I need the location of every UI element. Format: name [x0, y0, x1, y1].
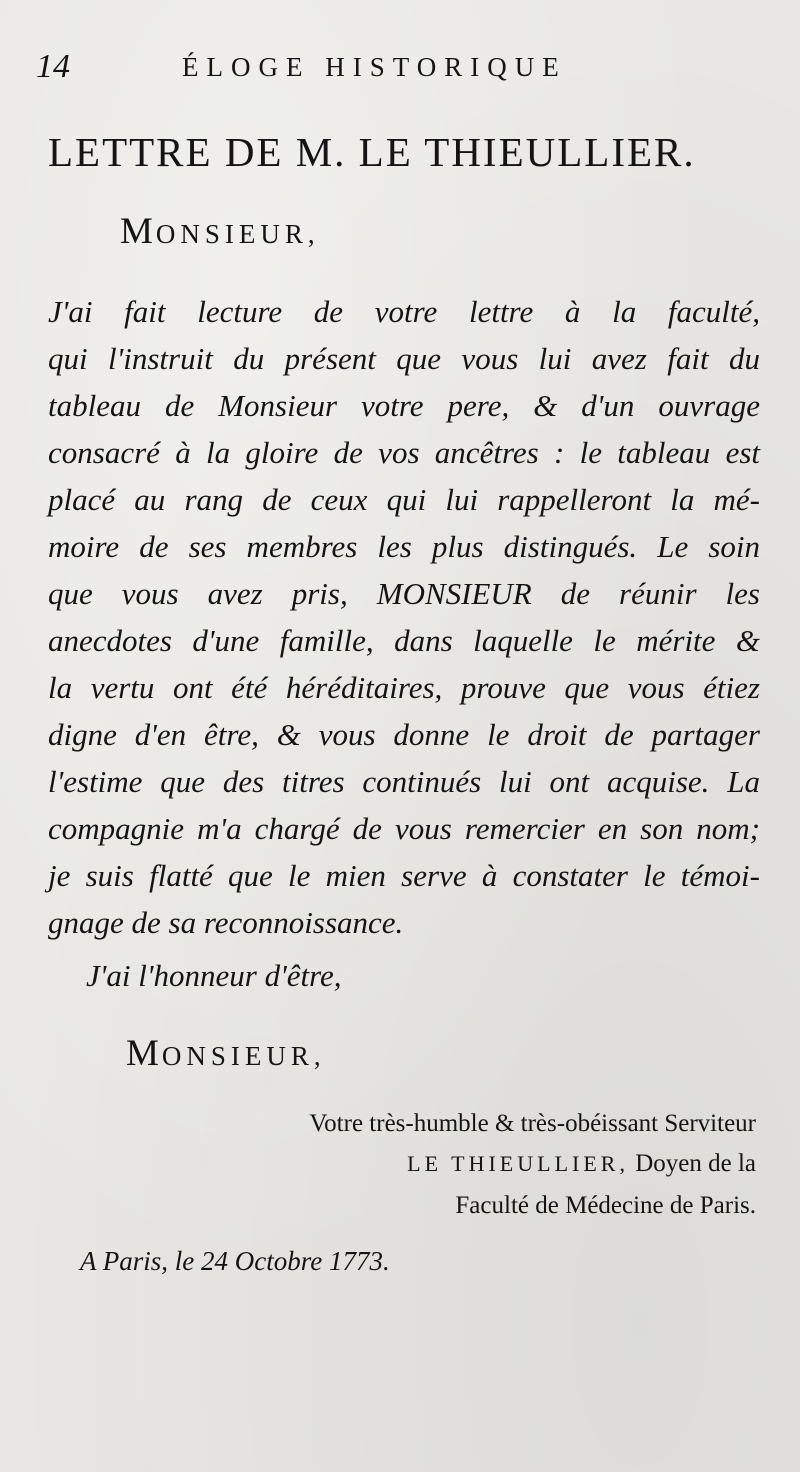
body-line: que vous avez pris, MONSIEUR de réunir les: [48, 576, 760, 611]
closing-salutation-initial: M: [126, 1033, 162, 1074]
signature-role: Doyen de la: [635, 1150, 756, 1177]
page-number: 14: [36, 48, 70, 85]
body-line: placé au rang de ceux qui lui rappelleront la mé-: [48, 482, 760, 517]
body-line: l'estime que des titres continués lui ont acquise. La: [48, 764, 760, 799]
salutation: [120, 210, 320, 253]
body-line: tableau de Monsieur votre pere, & d'un ouvrage: [48, 388, 760, 423]
body-line: qui l'instruit du présent que vous lui avez fait du: [48, 341, 760, 376]
signature-line-3: Faculté de Médecine de Paris.: [455, 1192, 756, 1219]
body-line: gnage de sa reconnoissance.: [48, 905, 404, 940]
body-line: consacré à la gloire de vos ancêtres : le tableau est: [48, 435, 760, 470]
body-line: digne d'en être, & vous donne le droit de partager: [48, 717, 760, 752]
date-line: A Paris, le 24 Octobre 1773.: [80, 1246, 390, 1276]
signature-line-2: [407, 1150, 756, 1178]
body-line: moire de ses membres les plus distingués. Le soin: [48, 529, 760, 564]
closing-line: J'ai l'honneur d'être,: [86, 958, 342, 993]
letter-title: LETTRE DE M. LE THIEULLIER.: [48, 129, 696, 175]
closing-salutation-rest: ONSIEUR,: [161, 1041, 326, 1071]
running-head: [36, 48, 736, 88]
running-title: ÉLOGE HISTORIQUE: [182, 52, 567, 82]
salutation-rest: ONSIEUR,: [155, 219, 320, 249]
closing-salutation: [126, 1032, 326, 1075]
body-line: J'ai fait lecture de votre lettre à la faculté,: [48, 294, 760, 329]
body-line: la vertu ont été héréditaires, prouve que vous étiez: [48, 670, 760, 705]
body-line: anecdotes d'une famille, dans laquelle le mérite &: [48, 623, 760, 658]
salutation-initial: M: [120, 211, 156, 252]
signature-name: LE THIEULLIER,: [407, 1151, 629, 1176]
signature-line-1: Votre très-humble & très-obéissant Serviteur: [309, 1110, 756, 1137]
body-line: compagnie m'a chargé de vous remercier en son nom;: [48, 811, 760, 846]
body-line: je suis flatté que le mien serve à constater le témoi-: [48, 858, 760, 893]
